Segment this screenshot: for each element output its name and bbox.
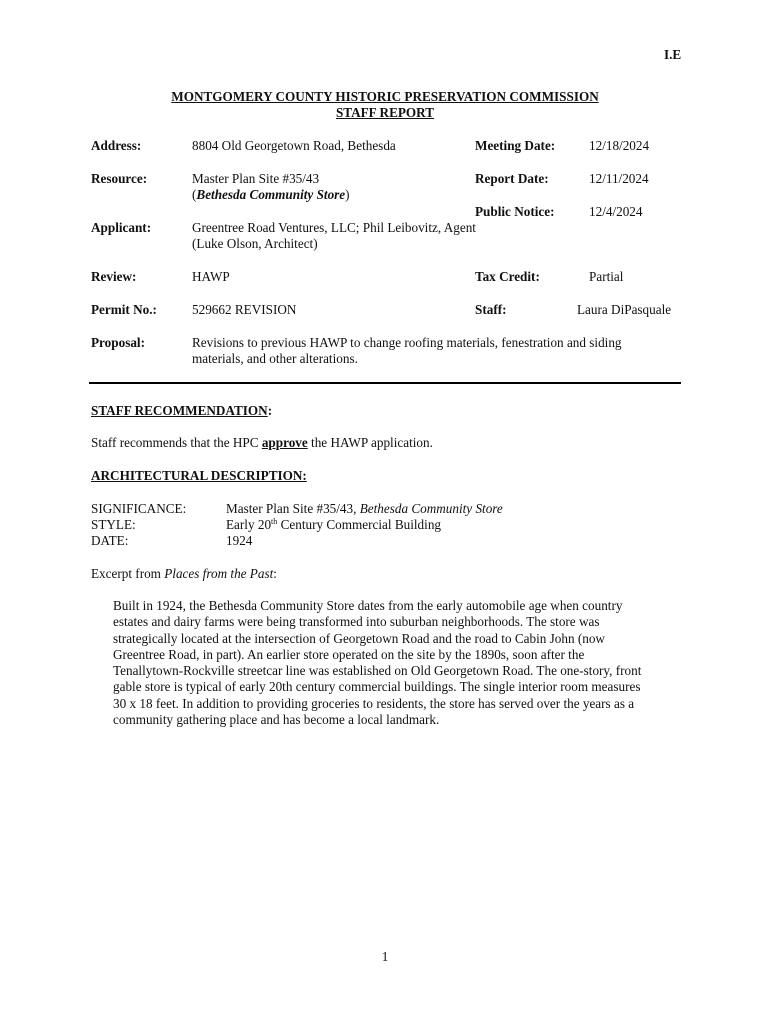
style-after: Century Commercial Building xyxy=(277,517,442,532)
excerpt-line: Built in 1924, the Bethesda Community Store dates from the early automobile age when country xyxy=(113,598,623,613)
public-notice-value: 12/4/2024 xyxy=(589,204,643,219)
staff-label: Staff: xyxy=(475,302,507,317)
significance-label: SIGNIFICANCE: xyxy=(91,501,187,516)
staff-recommendation-heading xyxy=(91,403,272,419)
applicant-value: Greentree Road Ventures, LLC; Phil Leibovitz, Agent xyxy=(192,220,476,235)
page-number: 1 xyxy=(381,949,389,964)
address-value: 8804 Old Georgetown Road, Bethesda xyxy=(192,138,396,153)
proposal-line-2: materials, and other alterations. xyxy=(192,351,358,366)
excerpt-line: 30 x 18 feet. In addition to providing groceries to residents, the store has served over the years as a xyxy=(113,695,635,711)
staff-value: Laura DiPasquale xyxy=(577,302,672,317)
meeting-date-value: 12/18/2024 xyxy=(589,138,650,153)
excerpt-paragraph xyxy=(113,598,675,728)
excerpt-source: Places from the Past xyxy=(164,566,274,581)
public-notice-label: Public Notice: xyxy=(475,204,555,219)
address-label: Address: xyxy=(91,138,142,153)
agenda-item-label: I.E xyxy=(664,47,682,62)
recommendation-text-after: the HAWP application. xyxy=(307,435,433,450)
date-value: 1924 xyxy=(226,533,253,548)
proposal-label: Proposal: xyxy=(91,335,145,350)
excerpt-intro xyxy=(91,566,277,582)
excerpt-line: estates and dairy farms were being transformed into suburban neighborhoods. The store was xyxy=(113,614,600,630)
staff-recommendation-heading-text: STAFF RECOMMENDATION xyxy=(91,403,268,418)
resource-name: (Bethesda Community Store) xyxy=(192,187,350,202)
resource-label: Resource: xyxy=(91,171,148,186)
recommendation-text-before: Staff recommends that the HPC xyxy=(91,435,262,450)
significance-plain: Master Plan Site #35/43, xyxy=(226,501,360,516)
excerpt-line: community gathering place and has become a local landmark. xyxy=(113,712,440,728)
excerpt-after: : xyxy=(273,566,277,581)
tax-credit-label: Tax Credit: xyxy=(475,269,540,284)
review-label: Review: xyxy=(91,269,137,284)
excerpt-line: Greentree Road, in part). An earlier store operated on the site by the 1890s, soon after the xyxy=(113,646,585,662)
meeting-date-label: Meeting Date: xyxy=(475,138,556,153)
report-title: MONTGOMERY COUNTY HISTORIC PRESERVATION COMMISSION xyxy=(171,89,599,104)
resource-value: Master Plan Site #35/43 xyxy=(192,171,320,186)
excerpt-before: Excerpt from xyxy=(91,566,165,581)
report-date-label: Report Date: xyxy=(475,171,549,186)
excerpt-line: gable store is typical of early 20th century commercial buildings. The single interior room measures xyxy=(113,679,641,695)
architectural-description-heading: ARCHITECTURAL DESCRIPTION: xyxy=(91,468,307,483)
proposal-line-1: Revisions to previous HAWP to change roofing materials, fenestration and siding xyxy=(192,335,622,350)
recommendation-approve: approve xyxy=(261,435,308,450)
report-date-value: 12/11/2024 xyxy=(589,171,649,186)
style-before: Early 20 xyxy=(226,517,272,532)
significance-italic: Bethesda Community Store xyxy=(359,501,503,516)
excerpt-line: Tenallytown-Rockville streetcar line was established on Old Georgetown Road. The one-story, front xyxy=(113,663,642,679)
permit-value: 529662 REVISION xyxy=(192,302,297,317)
excerpt-line: strategically located at the intersection of Georgetown Road and the road to Cabin John (now xyxy=(113,630,605,646)
tax-credit-value: Partial xyxy=(589,269,624,284)
date-label: DATE: xyxy=(91,533,129,548)
significance-value xyxy=(226,501,503,517)
style-label: STYLE: xyxy=(91,517,136,532)
staff-recommendation-colon: : xyxy=(267,403,273,418)
applicant-label: Applicant: xyxy=(91,220,152,235)
applicant-architect: (Luke Olson, Architect) xyxy=(192,236,318,251)
resource-name-text: Bethesda Community Store xyxy=(196,187,346,202)
staff-recommendation-text xyxy=(91,435,433,451)
report-subtitle: STAFF REPORT xyxy=(335,105,435,120)
section-divider xyxy=(89,382,681,384)
style-value xyxy=(226,517,441,533)
style-superscript: th xyxy=(271,517,278,526)
review-value: HAWP xyxy=(192,269,230,284)
permit-label: Permit No.: xyxy=(91,302,157,317)
